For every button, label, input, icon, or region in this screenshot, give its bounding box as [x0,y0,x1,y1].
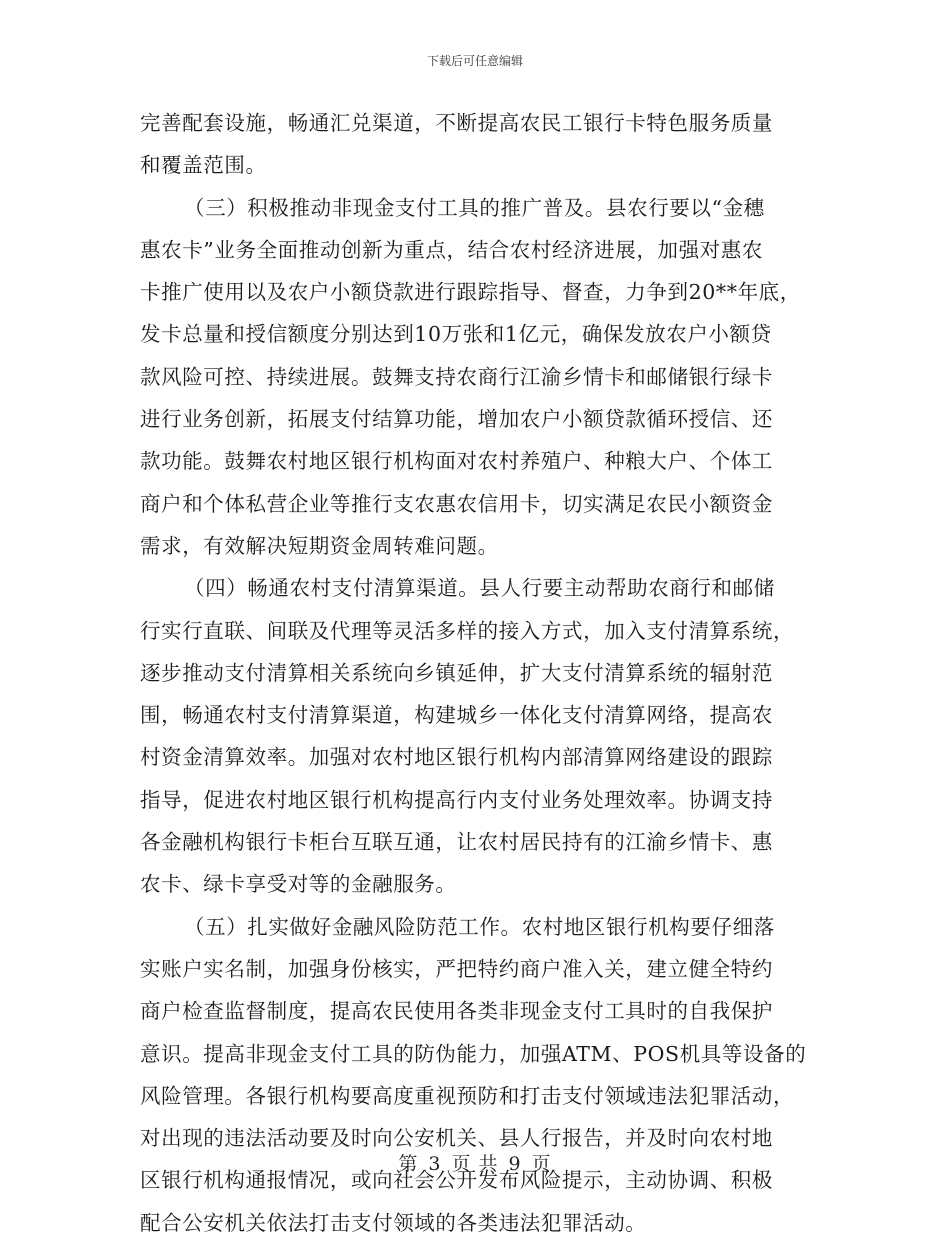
text-line: 围，畅通农村支付清算渠道，构建城乡一体化支付清算网络，提高农 [140,703,773,728]
text-line: 进行业务创新，拓展支付结算功能，增加农户小额贷款循环授信、还 [140,407,773,432]
text-line: 实账户实名制，加强身份核实，严把特约商户准入关，建立健全特约 [140,956,773,981]
total-page-count: 9 [508,1153,522,1175]
text-line: 行实行直联、间联及代理等灵活多样的接入方式，加入支付清算系统， [140,618,795,643]
text-line: 款风险可控、持续进展。鼓舞支持农商行江渝乡情卡和邮储银行绿卡 [140,364,773,389]
paragraph-section-5 [140,906,820,1244]
text-line: 风险管理。各银行机构要高度重视预防和打击支付领域违法犯罪活动， [140,1083,795,1108]
text-line: 和覆盖范围。 [140,153,267,178]
text-line: 商户和个体私营企业等推行支农惠农信用卡，切实满足农民小额资金 [140,491,773,516]
page-number-footer [0,1153,950,1175]
text-line: 村资金清算效率。加强对农村地区银行机构内部清算网络建设的跟踪 [140,745,773,770]
text-line: 对出现的违法活动要及时向公安机关、县人行报告，并及时向农村地 [140,1126,773,1151]
current-page-number: 3 [428,1153,442,1175]
document-body [140,102,820,1244]
text-line: 完善配套设施，畅通汇兑渠道，不断提高农民工银行卡特色服务质量 [140,111,773,135]
text-line: 各金融机构银行卡柜台互联互通，让农村居民持有的江渝乡情卡、惠 [140,830,773,855]
text-line: 款功能。鼓舞农村地区银行机构面对农村养殖户、种粮大户、个体工 [140,449,773,474]
paragraph-section-3 [140,187,820,568]
footer-suffix: 页 [531,1153,552,1175]
paragraph-section-4 [140,567,820,905]
text-line: 意识。提高非现金支付工具的防伪能力，加强ATM、POS机具等设备的 [140,1041,807,1066]
page-header: 下载后可任意编辑 [426,54,523,68]
text-line: 卡推广使用以及农户小额贷款进行跟踪指导、督查，力争到20**年底， [140,280,801,305]
text-line: 发卡总量和授信额度分别达到10万张和1亿元，确保发放农户小额贷 [140,322,772,347]
paragraph-continuation [140,102,820,187]
text-line: （三）积极推动非现金支付工具的推广普及。县农行要以“金穗 [184,195,765,220]
text-line: 农卡、绿卡享受对等的金融服务。 [140,872,457,897]
footer-middle: 页 共 [451,1153,499,1175]
text-line: 需求，有效解决短期资金周转难问题。 [140,533,499,558]
text-line: 指导，促进农村地区银行机构提高行内支付业务处理效率。协调支持 [140,787,773,812]
footer-prefix: 第 [398,1153,419,1175]
text-line: 商户检查监督制度，提高农民使用各类非现金支付工具时的自我保护 [140,999,773,1024]
text-line: （四）畅通农村支付清算渠道。县人行要主动帮助农商行和邮储 [184,576,775,601]
text-line: 区银行机构通报情况，或向社会公开发布风险提示，主动协调、积极 [140,1168,773,1193]
text-line: （五）扎实做好金融风险防范工作。农村地区银行机构要仔细落 [184,914,775,939]
text-line: 逐步推动支付清算相关系统向乡镇延伸，扩大支付清算系统的辐射范 [140,660,773,685]
text-line: 惠农卡”业务全面推动创新为重点，结合农村经济进展，加强对惠农 [140,237,763,262]
text-line: 配合公安机关依法打击支付领域的各类违法犯罪活动。 [140,1210,647,1235]
